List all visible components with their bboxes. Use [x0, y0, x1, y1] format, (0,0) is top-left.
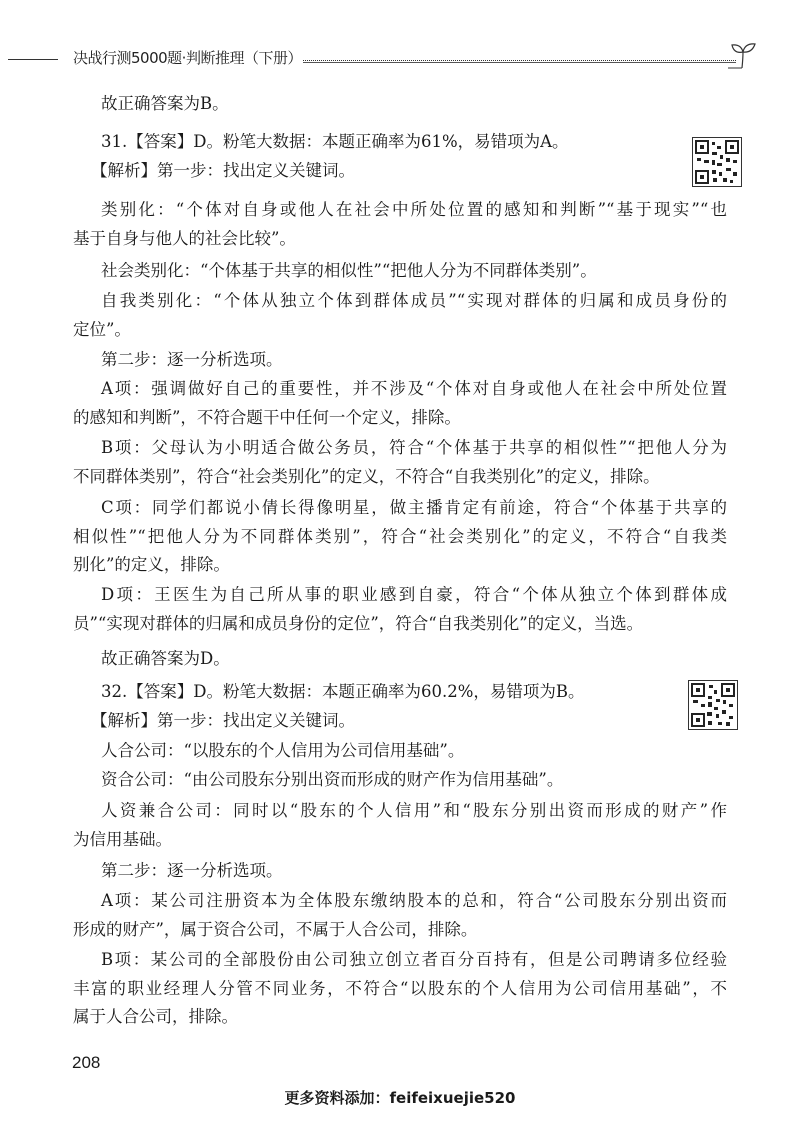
paragraph: [73, 766, 727, 795]
text-line: 自我类别化：“个体从独立个体到群体成员”“实现对群体的归属和成员身份的: [101, 291, 727, 310]
text-line: A项：某公司注册资本为全体股东缴纳股本的总和，符合“公司股东分别出资而: [101, 891, 727, 910]
text-line: D项：王医生为自己所从事的职业感到自豪，符合“个体从独立个体到群体成: [101, 585, 727, 604]
paragraph: [73, 90, 727, 119]
text-line: 属于人合公司，排除。: [73, 1007, 238, 1026]
text-line: 基于自身与他人的社会比较”。: [73, 228, 296, 248]
paragraph: [73, 257, 727, 286]
text-line: 故正确答案为B。: [101, 94, 229, 113]
text-line: 别化”的定义，排除。: [73, 555, 230, 574]
paragraph: [73, 857, 727, 886]
text-line: A项：强调做好自己的重要性，并不涉及“个体对自身或他人在社会中所处位置: [101, 379, 727, 398]
header-rule-left: [8, 59, 58, 60]
text-line: 【解析】第一步：找出定义关键词。: [91, 711, 355, 730]
text-line: 社会类别化：“个体基于共享的相似性”“把他人分为不同群体类别”。: [101, 261, 597, 280]
paragraph: [73, 797, 727, 854]
paragraph: [73, 157, 727, 186]
text-line: 定位”。: [73, 319, 131, 339]
paragraph: [73, 128, 727, 157]
paragraph: [73, 346, 727, 375]
text-line: 第二步：逐一分析选项。: [101, 861, 283, 880]
paragraph: [73, 887, 727, 944]
text-line: B项：父母认为小明适合做公务员，符合“个体基于共享的相似性”“把他人分为: [101, 438, 727, 457]
text-line: 类别化：“个体对自身或他人在社会中所处位置的感知和判断”“基于现实”“也: [101, 200, 727, 219]
sprout-icon: [728, 40, 758, 70]
paragraph: [73, 678, 727, 707]
paragraph: [73, 645, 727, 674]
paragraph: [73, 946, 727, 1032]
text-line: C项：同学们都说小倩长得像明星，做主播肯定有前途，符合“个体基于共享的: [101, 498, 727, 517]
text-line: 31.【答案】D。粉笔大数据：本题正确率为61%，易错项为A。: [101, 132, 569, 151]
text-line: 32.【答案】D。粉笔大数据：本题正确率为60.2%，易错项为B。: [101, 682, 585, 701]
text-line: 第二步：逐一分析选项。: [101, 350, 283, 369]
paragraph: [73, 737, 727, 766]
paragraph: [73, 707, 727, 736]
page-number: 208: [72, 1053, 101, 1072]
text-line: 的感知和判断”，不符合题干中任何一个定义，排除。: [73, 407, 461, 427]
text-line: B项：某公司的全部股份由公司独立创立者百分百持有，但是公司聘请多位经验: [101, 950, 727, 969]
text-line: 丰富的职业经理人分管不同业务，不符合“以股东的个人信用为公司信用基础”，不: [73, 978, 727, 998]
paragraph: [73, 375, 727, 432]
text-line: 形成的财产”，属于资合公司，不属于人合公司，排除。: [73, 919, 478, 939]
header-rule-right: [303, 60, 736, 63]
paragraph: [73, 581, 727, 638]
text-line: 员”“实现对群体的归属和成员身份的定位”，符合“自我类别化”的定义，当选。: [73, 613, 644, 633]
text-line: 【解析】第一步：找出定义关键词。: [91, 161, 355, 180]
paragraph: [73, 196, 727, 253]
text-line: 相似性”“把他人分为不同群体类别”，符合“社会类别化”的定义，不符合“自我类: [73, 526, 727, 546]
paragraph: [73, 434, 727, 491]
text-line: 不同群体类别”，符合“社会类别化”的定义，不符合“自我类别化”的定义，排除。: [73, 466, 660, 486]
paragraph: [73, 287, 727, 344]
text-line: 为信用基础。: [73, 829, 172, 849]
paragraph: [73, 494, 727, 580]
text-line: 故正确答案为D。: [101, 649, 230, 668]
running-header-title: 决战行测5000题·判断推理（下册）: [73, 49, 302, 67]
text-line: 资合公司：“由公司股东分别出资而形成的财产作为信用基础”。: [101, 770, 564, 789]
footer-note: 更多资料添加：feifeixuejie520: [284, 1089, 516, 1107]
text-line: 人资兼合公司：同时以“股东的个人信用”和“股东分别出资而形成的财产”作: [101, 801, 727, 820]
text-line: 人合公司：“以股东的个人信用为公司信用基础”。: [101, 741, 465, 760]
